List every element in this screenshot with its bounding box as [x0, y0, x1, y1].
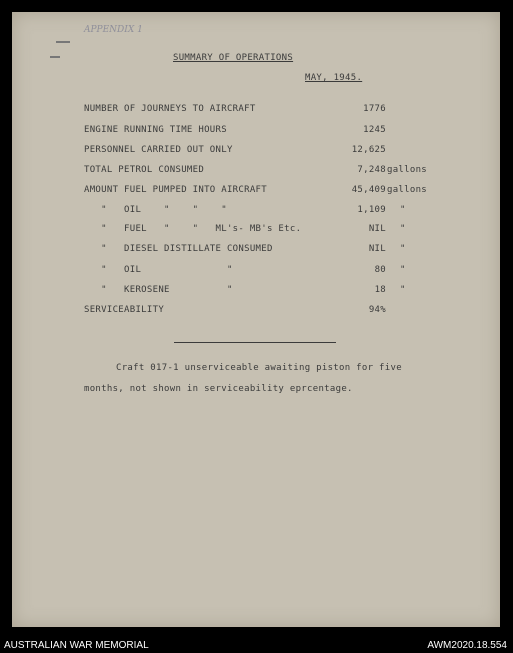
- document-month: MAY, 1945.: [305, 73, 363, 83]
- row-label: " KEROSENE ": [84, 285, 233, 295]
- row-label: AMOUNT FUEL PUMPED INTO AIRCRAFT: [84, 185, 267, 195]
- row-unit: gallons: [387, 165, 428, 175]
- ink-mark: [56, 41, 70, 43]
- row-label: " FUEL " " ML's- MB's Etc.: [84, 224, 302, 234]
- row-value: 45,409: [351, 185, 386, 195]
- note-line-1: Craft 017-1 unserviceable awaiting piston for five: [116, 363, 402, 373]
- row-unit: ": [400, 224, 406, 234]
- row-unit: gallons: [387, 185, 428, 195]
- row-unit: ": [400, 285, 406, 295]
- document-title: SUMMARY OF OPERATIONS: [173, 53, 294, 63]
- row-unit: ": [400, 205, 406, 215]
- row-value: 7,248: [357, 165, 386, 175]
- row-value: 12,625: [351, 145, 386, 155]
- row-value: 1245: [363, 125, 386, 135]
- row-label: " OIL ": [84, 265, 233, 275]
- row-label: TOTAL PETROL CONSUMED: [84, 165, 205, 175]
- row-value: NIL: [368, 224, 386, 234]
- document-page: [12, 12, 500, 627]
- row-value: 94%: [368, 305, 386, 315]
- row-label: " OIL " " ": [84, 205, 227, 215]
- row-value: 80: [374, 265, 386, 275]
- row-value: 1,109: [357, 205, 386, 215]
- row-unit: ": [400, 265, 406, 275]
- note-line-2: months, not shown in serviceability eprcentage.: [84, 384, 353, 394]
- ink-mark: [50, 56, 60, 58]
- row-value: 1776: [363, 104, 386, 114]
- row-label: ENGINE RUNNING TIME HOURS: [84, 125, 227, 135]
- footer-accession-number: AWM2020.18.554: [427, 640, 507, 651]
- footer-source: AUSTRALIAN WAR MEMORIAL: [4, 640, 149, 651]
- row-unit: ": [400, 244, 406, 254]
- section-divider: [174, 342, 336, 343]
- row-label: SERVICEABILITY: [84, 305, 165, 315]
- row-label: " DIESEL DISTILLATE CONSUMED: [84, 244, 273, 254]
- row-label: PERSONNEL CARRIED OUT ONLY: [84, 145, 233, 155]
- row-label: NUMBER OF JOURNEYS TO AIRCRAFT: [84, 104, 256, 114]
- row-value: NIL: [368, 244, 386, 254]
- row-value: 18: [374, 285, 386, 295]
- appendix-handwritten-note: APPENDIX 1: [84, 25, 143, 35]
